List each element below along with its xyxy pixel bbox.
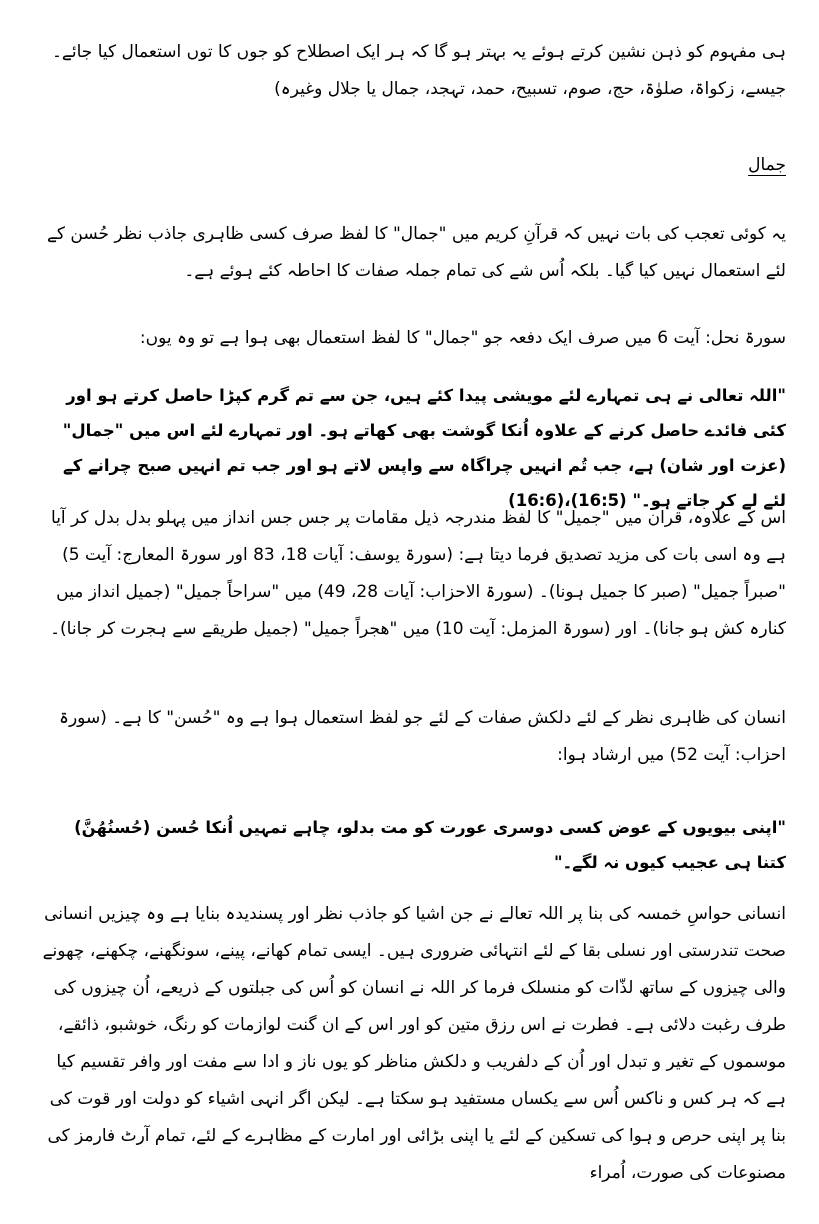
paragraph-jameel-occurrences: اس کے علاوہ، قران میں "جمیل" کا لفظ مندرجہ ذیل مقامات پر جس جس انداز میں پہلو بدل بدل کر آیا ہے وہ اسی بات کی مزید تصدیق فرما دیتا ہے: (سورۃ یوسف: آیات 18، 83 اور سورۃ المعارج: آیت 5) "صبراً جمیل" (صبر کا جمیل ہونا)۔ (سورۃ الاحزاب: آیات 28، 49) میں "سراحاً جمیل" (جمیل انداز میں کنارہ کش ہو جانا)۔ اور (سورۃ المزمل: آیت 10) میں "ھجراً جمیل" (جمیل طریقے سے ہجرت کر جانا)۔ [50,508,786,639]
quote-surah-ahzab: "اپنی بیویوں کے عوض کسی دوسری عورت کو مت بدلو، چاہے تمہیں اُنکا حُسن (حُسنُھُنَّ) کتنا ہی عجیب کیوں نہ لگے۔" [74,818,786,872]
section-heading: جمال [748,155,786,175]
quote-surah-nahl: "اللہ تعالی نے ہی تمہارے لئے مویشی پیدا کئے ہیں، جن سے تم گرم کپڑا حاصل کرتے ہو اور کئی فائدے حاصل کرنے کے علاوہ اُنکا گوشت بھی کھاتے ہو۔ اور تمہارے لئے اس میں "جمال" (عزت اور شان) ہے، جب تُم انہیں چراگاہ سے واپس لاتے ہو اور جب تم انہیں صبح چرانے کے لئے لے کر جاتے ہو۔" (16:5)،(16:6) [62,386,786,510]
paragraph-senses: انسانی حواسِ خمسہ کی بنا پر اللہ تعالے نے جن اشیا کو جاذب نظر اور پسندیدہ بنایا ہے وہ چیزیں انسانی صحت تندرستی اور نسلی بقا کے لئے انتہائی ضروری ہیں۔ ایسی تمام کھانے، پینے، سونگھنے، چکھنے، چھونے والی چیزوں کے ساتھ لذّات کو منسلک فرما کر اللہ نے انسان کو اُس کی جبلتوں کے ذریعے، اُن چیزوں کی طرف رغبت دلائی ہے۔ فطرت نے اس رزق متین کو اور اس کے ان گنت لوازمات کو رنگ، خوشبو، ذائقے، موسموں کے تغیر و تبدل اور اُن کے دلفریب و دلکش مناظر کو یوں ناز و ادا سے مفت اور وافر تقسیم کیا ہے کہ ہر کس و ناکس اُس سے یکساں مستفید ہو سکتا ہے۔ لیکن اگر انہی اشیاء کو دولت اور قوت کی بنا پر اپنی حرص و ہوا کی تسکین کے لئے یا اپنی بڑائی اور امارت کے مظاہرے کے لئے، تمام آرٹ فارمز کی مصنوعات کی صورت، اُمراء [42,904,786,1183]
intro-paragraph: ہی مفہوم کو ذہن نشین کرتے ہوئے یہ بہتر ہو گا کہ ہر ایک اصطلاح کو جوں کا توں استعمال کیا جائے۔ جیسے، زکواۃ، صلوٰۃ، حج، صوم، تسبیح، حمد، تہجد، جمال یا جلال وغیرہ) [51,42,786,99]
paragraph-jamal-meaning: یہ کوئی تعجب کی بات نہیں کہ قرآنِ کریم میں "جمال" کا لفظ صرف کسی ظاہری جاذب نظر حُسن کے لئے استعمال نہیں کیا گیا۔ بلکہ اُس شے کی تمام جملہ صفات کا احاطہ کئے ہوئے ہے۔ [46,224,786,281]
paragraph-surah-nahl: سورۃ نحل: آیت 6 میں صرف ایک دفعہ جو "جمال" کا لفظ استعمال بھی ہوا ہے تو وہ یوں: [139,328,786,348]
paragraph-husn: انسان کی ظاہری نظر کے لئے دلکش صفات کے لئے جو لفظ استعمال ہوا ہے وہ "حُسن" کا ہے۔ (سورۃ احزاب: آیت 52) میں ارشاد ہوا: [59,708,786,765]
